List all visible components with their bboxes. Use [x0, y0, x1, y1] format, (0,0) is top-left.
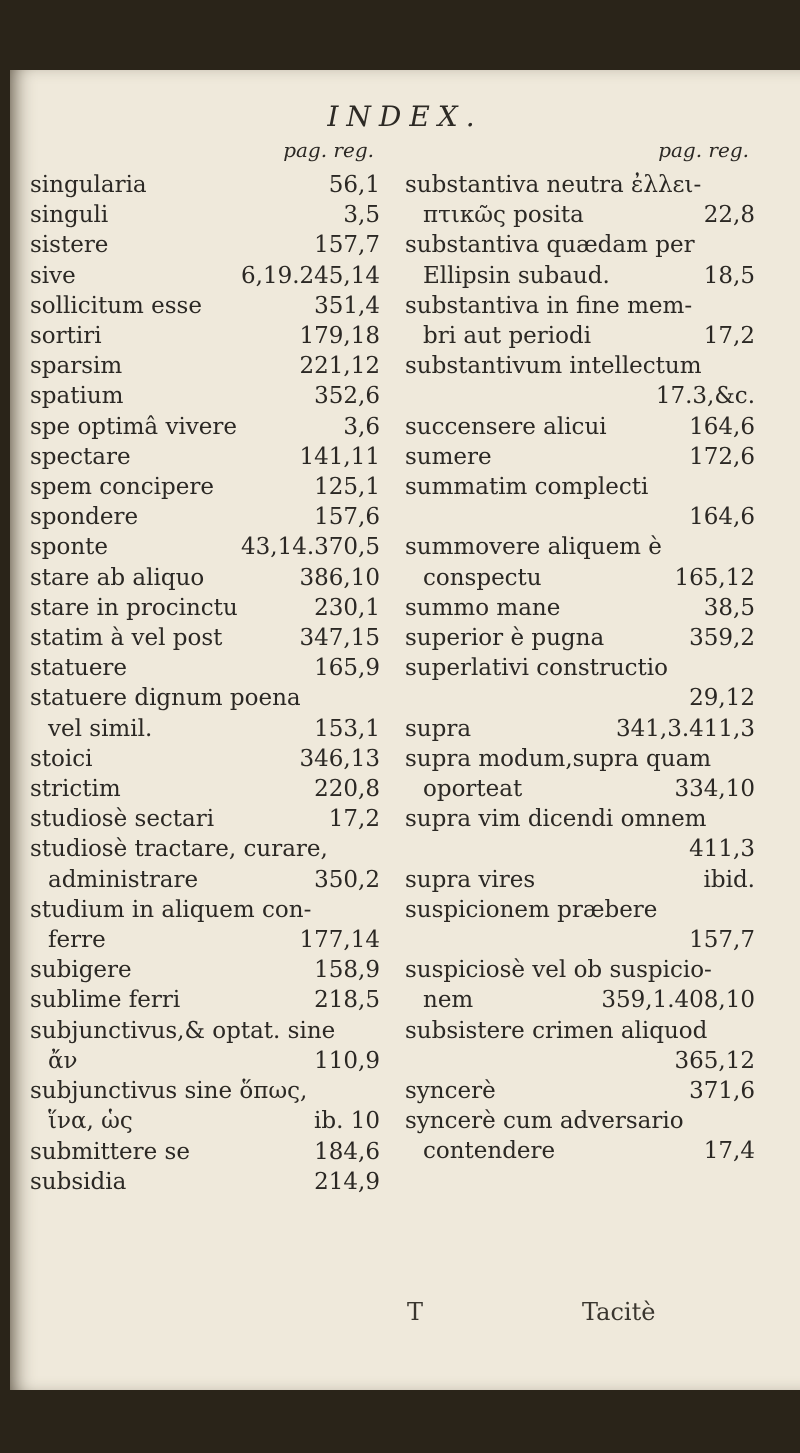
entry-line [405, 1136, 755, 1166]
entry-term: studium in aliquem con- [30, 896, 312, 923]
entry-line [405, 593, 755, 623]
entry-reference: 125,1 [314, 474, 380, 501]
entry-reference: 179,18 [299, 323, 380, 350]
entry-reference: 359,1.408,10 [601, 987, 755, 1014]
entry-reference: 22,8 [703, 202, 755, 229]
entry-term: stoici [30, 745, 93, 772]
entry-reference: 158,9 [314, 957, 380, 984]
entry-line [405, 1046, 755, 1076]
entry-line [405, 230, 755, 260]
index-entry [30, 291, 380, 321]
catchword: Tacitè [582, 1298, 656, 1326]
entry-reference: 334,10 [674, 776, 755, 803]
entry-term: supra modum,supra quam [405, 745, 712, 772]
entry-line [30, 653, 380, 683]
index-entry [30, 683, 380, 743]
index-entry [405, 412, 755, 442]
entry-reference: 230,1 [314, 594, 380, 621]
column-heading: pag. reg. [283, 138, 374, 162]
entry-line [30, 865, 380, 895]
entry-line [30, 1167, 380, 1197]
entry-line [405, 532, 755, 562]
index-entry [30, 442, 380, 472]
entry-line [30, 1016, 380, 1046]
index-entry [405, 744, 755, 804]
entry-term: spondere [30, 504, 139, 531]
entry-line [405, 170, 755, 200]
entry-line [30, 714, 380, 744]
left-entries [30, 170, 380, 1197]
entry-term: substantivum intellectum [405, 353, 702, 380]
index-entry [30, 321, 380, 351]
entry-term: sive [30, 262, 76, 289]
index-entry [30, 653, 380, 683]
entry-reference: 172,6 [689, 443, 755, 470]
index-entry [30, 472, 380, 502]
entry-line [405, 623, 755, 653]
left-column [30, 138, 380, 1197]
index-entry [405, 714, 755, 744]
entry-line [30, 351, 380, 381]
entry-term: studiosè sectari [30, 806, 215, 833]
index-entry [30, 623, 380, 653]
entry-term: subsistere crimen aliquod [405, 1017, 708, 1044]
entry-line [30, 200, 380, 230]
entry-line [30, 985, 380, 1015]
entry-reference: 157,6 [314, 504, 380, 531]
entry-term: ἵνα, ὡς [48, 1108, 133, 1135]
entry-line [405, 351, 755, 381]
book-page [10, 70, 800, 1390]
index-entry [30, 261, 380, 291]
entry-line [30, 442, 380, 472]
entry-reference: 214,9 [314, 1168, 380, 1195]
entry-line [405, 563, 755, 593]
entry-term: summovere aliquem è [405, 534, 662, 561]
index-entry [405, 955, 755, 1015]
entry-line [405, 321, 755, 351]
entry-term: substantiva neutra ἐλλει- [405, 172, 702, 198]
entry-reference: ibid. [703, 866, 755, 893]
entry-line [30, 291, 380, 321]
entry-term: syncerè [405, 1078, 496, 1104]
entry-term: subigere [30, 957, 132, 984]
entry-reference: 221,12 [299, 353, 380, 380]
index-entry [30, 1076, 380, 1136]
entry-line [405, 985, 755, 1015]
entry-reference: 371,6 [689, 1078, 755, 1104]
entry-reference: 365,12 [674, 1047, 755, 1074]
entry-reference: 386,10 [299, 564, 380, 591]
entry-reference: 3,6 [343, 413, 380, 440]
index-entry [30, 774, 380, 804]
index-entry [405, 351, 755, 411]
entry-reference: 164,6 [689, 504, 755, 531]
entry-term: sublime ferri [30, 987, 181, 1014]
index-entry [30, 532, 380, 562]
entry-term: suspicionem præbere [405, 896, 658, 923]
entry-line [30, 955, 380, 985]
entry-term: syncerè cum adversario [405, 1108, 684, 1135]
entry-term: bri aut periodi [423, 323, 592, 350]
index-entry [405, 532, 755, 592]
entry-reference: 157,7 [314, 232, 380, 259]
entry-term: sparsim [30, 353, 123, 380]
entry-line [30, 895, 380, 925]
entry-line [405, 291, 755, 321]
index-entry [405, 804, 755, 864]
entry-line [405, 502, 755, 532]
index-entry [405, 170, 755, 230]
entry-reference: 352,6 [314, 383, 380, 410]
entry-term: summatim complecti [405, 474, 649, 501]
index-entry [405, 472, 755, 532]
entry-term: spatium [30, 383, 124, 410]
entry-reference: ib. 10 [314, 1108, 380, 1135]
entry-term: ἄν [48, 1047, 78, 1074]
index-entry [405, 1106, 755, 1166]
entry-line [30, 1046, 380, 1076]
column-heading: pag. reg. [658, 138, 749, 162]
entry-reference: 341,3.411,3 [616, 715, 755, 742]
entry-term: studiosè tractare, curare, [30, 836, 328, 863]
entry-term: strictim [30, 776, 121, 803]
entry-term: spem concipere [30, 474, 214, 501]
entry-line [405, 381, 755, 411]
entry-reference: 153,1 [314, 715, 380, 742]
entry-term: superlativi constructio [405, 655, 668, 682]
entry-reference: 17,4 [703, 1138, 755, 1165]
entry-term: suspiciosè vel ob suspicio- [405, 957, 712, 984]
index-entry [30, 1016, 380, 1076]
entry-line [405, 865, 755, 895]
index-entry [30, 804, 380, 834]
entry-line [405, 955, 755, 985]
entry-line [405, 1106, 755, 1136]
entry-reference: 346,13 [299, 745, 380, 772]
index-entry [30, 1137, 380, 1167]
entry-term: substantiva quædam per [405, 232, 695, 259]
entry-term: Ellipsin subaud. [423, 262, 610, 289]
entry-reference: 351,4 [314, 292, 380, 319]
entry-line [405, 261, 755, 291]
entry-term: πτικῶς posita [423, 202, 584, 229]
entry-line [30, 1076, 380, 1106]
entry-reference: 141,11 [299, 443, 380, 470]
index-entry [30, 985, 380, 1015]
entry-line [30, 502, 380, 532]
index-entry [405, 291, 755, 351]
entry-term: statim à vel post [30, 625, 223, 652]
entry-line [30, 1137, 380, 1167]
entry-line [405, 683, 755, 713]
entry-line [405, 472, 755, 502]
entry-reference: 18,5 [703, 262, 755, 289]
index-entry [30, 955, 380, 985]
entry-reference: 6,19.245,14 [241, 262, 380, 289]
entry-line [30, 321, 380, 351]
index-entry [30, 412, 380, 442]
entry-term: sortiri [30, 323, 102, 350]
index-entry [405, 865, 755, 895]
entry-term: sumere [405, 443, 492, 470]
entry-term: sistere [30, 232, 109, 259]
right-column [405, 138, 755, 1167]
index-entry [30, 502, 380, 532]
entry-line [405, 442, 755, 472]
index-entry [405, 593, 755, 623]
index-entry [405, 623, 755, 653]
index-entry [30, 593, 380, 623]
entry-reference: 110,9 [314, 1047, 380, 1074]
index-entry [405, 653, 755, 713]
index-entry [30, 895, 380, 955]
entry-reference: 184,6 [314, 1138, 380, 1165]
entry-reference: 177,14 [299, 927, 380, 954]
index-entry [30, 351, 380, 381]
entry-line [405, 804, 755, 834]
entry-line [30, 683, 380, 713]
entry-term: oporteat [423, 776, 523, 803]
entry-reference: 17,2 [703, 323, 755, 350]
right-entries [405, 170, 755, 1167]
index-entry [30, 563, 380, 593]
entry-term: contendere [423, 1138, 556, 1165]
entry-line [30, 381, 380, 411]
entry-line [405, 714, 755, 744]
entry-term: spe optimâ vivere [30, 413, 238, 440]
entry-reference: 165,9 [314, 655, 380, 682]
entry-reference: 165,12 [674, 564, 755, 591]
entry-term: subjunctivus sine ὅπως, [30, 1078, 308, 1105]
entry-term: supra vires [405, 866, 536, 893]
entry-reference: 56,1 [328, 172, 380, 198]
entry-term: succensere alicui [405, 413, 607, 440]
index-entry [405, 1076, 755, 1106]
entry-reference: 218,5 [314, 987, 380, 1014]
index-entry [405, 895, 755, 955]
entry-line [405, 412, 755, 442]
entry-line [30, 593, 380, 623]
entry-term: subsidia [30, 1168, 127, 1195]
entry-reference: 3,5 [343, 202, 380, 229]
entry-reference: 220,8 [314, 776, 380, 803]
entry-term: sponte [30, 534, 109, 561]
entry-reference: 29,12 [689, 685, 755, 712]
index-entry [30, 1167, 380, 1197]
entry-term: administrare [48, 866, 199, 893]
entry-reference: 17.3,&c. [655, 383, 755, 410]
entry-line [30, 170, 380, 200]
entry-reference: 359,2 [689, 625, 755, 652]
entry-reference: 157,7 [689, 927, 755, 954]
entry-line [30, 563, 380, 593]
entry-line [30, 230, 380, 260]
entry-term: conspectu [423, 564, 542, 591]
entry-line [405, 653, 755, 683]
index-entry [30, 230, 380, 260]
entry-reference: 17,2 [328, 806, 380, 833]
entry-line [30, 744, 380, 774]
entry-reference: 38,5 [703, 594, 755, 621]
index-entry [30, 200, 380, 230]
entry-term: summo mane [405, 594, 561, 621]
signature-mark: T [407, 1298, 424, 1326]
entry-line [30, 834, 380, 864]
entry-term: superior è pugna [405, 625, 605, 652]
entry-reference: 43,14.370,5 [241, 534, 380, 561]
entry-term: supra [405, 715, 472, 742]
entry-line [405, 895, 755, 925]
entry-line [405, 1076, 755, 1106]
entry-line [405, 925, 755, 955]
index-entry [405, 230, 755, 290]
index-entry [30, 744, 380, 774]
entry-reference: 347,15 [299, 625, 380, 652]
entry-line [405, 1016, 755, 1046]
entry-line [30, 1106, 380, 1136]
entry-term: stare ab aliquo [30, 564, 205, 591]
entry-term: singularia [30, 172, 147, 198]
entry-term: subjunctivus,& optat. sine [30, 1017, 336, 1044]
index-entry [30, 834, 380, 894]
entry-line [30, 532, 380, 562]
entry-line [30, 261, 380, 291]
entry-term: ferre [48, 927, 106, 954]
entry-reference: 411,3 [689, 836, 755, 863]
index-entry [30, 381, 380, 411]
page-header: INDEX. [327, 100, 483, 133]
entry-term: sollicitum esse [30, 292, 202, 319]
entry-term: spectare [30, 443, 131, 470]
entry-reference: 350,2 [314, 866, 380, 893]
entry-line [405, 834, 755, 864]
entry-term: stare in procinctu [30, 594, 238, 621]
index-entry [30, 170, 380, 200]
entry-term: submittere se [30, 1138, 190, 1165]
entry-term: substantiva in fine mem- [405, 292, 693, 319]
entry-reference: 164,6 [689, 413, 755, 440]
entry-line [30, 774, 380, 804]
entry-term: statuere [30, 655, 128, 682]
entry-line [30, 412, 380, 442]
entry-line [30, 623, 380, 653]
entry-term: supra vim dicendi omnem [405, 806, 707, 833]
entry-line [405, 744, 755, 774]
entry-line [405, 774, 755, 804]
index-entry [405, 442, 755, 472]
entry-line [405, 200, 755, 230]
entry-line [30, 804, 380, 834]
entry-line [30, 925, 380, 955]
entry-line [30, 472, 380, 502]
entry-term: statuere dignum poena [30, 685, 301, 712]
index-entry [405, 1016, 755, 1076]
entry-term: vel simil. [48, 715, 153, 742]
entry-term: nem [423, 987, 474, 1014]
entry-term: singuli [30, 202, 109, 229]
